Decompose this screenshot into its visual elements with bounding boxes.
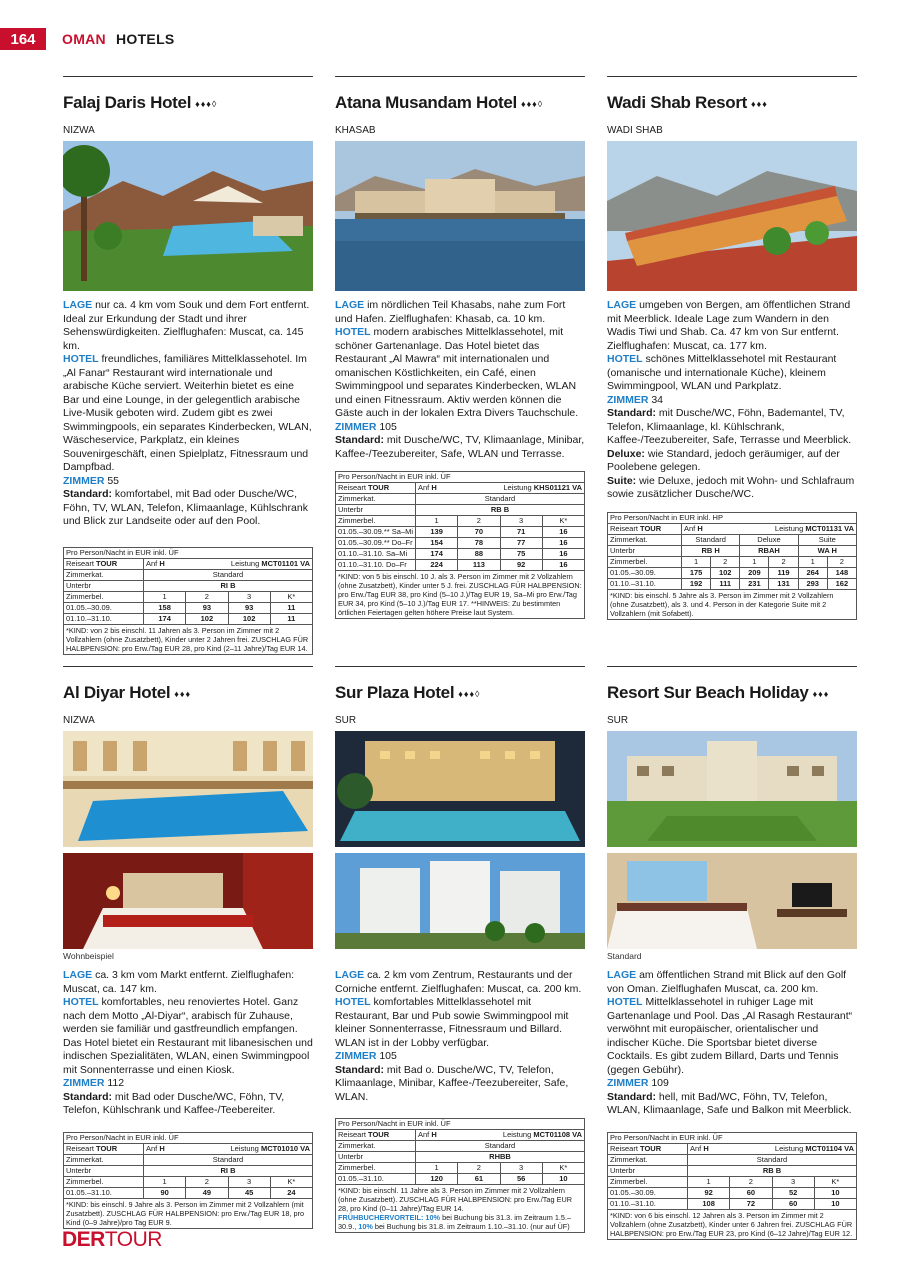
hotel-name: Falaj Daris Hotel ♦♦♦◊ [63,93,218,112]
hotel-location: WADI SHAB [607,125,663,136]
price-table: Pro Person/Nacht in EUR inkl. ÜF Reiseart TOUR Anf H Leistung KHS01121 VA Zimmerkat. Standard Unterbr RB B Zimmerbel. 1 2 3 K* 01.05.–30.09.** Sa–Mi 139 70 71 16 01.05.–30.09.** Do–Fr 154 78 77 16 01.10.–31.10. Sa–Mi 174 88 75 16 01.10.–31.10. Do–Fr 224 113 92 16 [335,471,585,571]
hotel-rating: ♦♦♦◊ [520,99,544,109]
price-table: Pro Person/Nacht in EUR inkl. ÜF Reiseart TOUR Anf H Leistung MCT01010 VA Zimmerkat. Standard Unterbr RI B Zimmerbel. 1 2 3 K* 01.05.–31.10. 90 49 45 24 [63,1132,313,1199]
hotel-photo-exterior [335,853,585,949]
photo-caption: Standard [607,951,642,961]
hotel-photo [335,141,585,291]
section-title: OMAN [62,31,106,47]
hotel-name: Resort Sur Beach Holiday ♦♦♦ [607,683,830,702]
hotel-description: LAGE im nördlichen Teil Khasabs, nahe zum Fort und Hafen. Zielflughafen: Khasab, ca. 10 km. HOTEL modern arabisches Mittelklassehotel, mit schöner Gartenanlage. Das Hotel bietet das Restaurant „Al Mawra“ mit internationalen und omanischen Köstlichkeiten, ein Café, einen Swimmingpool und separates Kinderbecken, WLAN und einen Fitnessraum. Aktiv werden können die Gäste auch in der lokalen Extra Divers Tauchschule. ZIMMER 105 Standard: mit Dusche/WC, TV, Klimaanlage, Minibar, Kaffee-/Teezubereiter, Safe, WLAN und Terrasse. [335,299,585,460]
brand-logo: DERTOUR [62,1228,162,1251]
hotel-photo-pool [335,731,585,847]
price-note: *KIND: bis einschl. 11 Jahre als 3. Person im Zimmer mit 2 Vollzahlern (ohne Zusatzbett). ZUSCHLAG FÜR HALBPENSION: pro Erw./Tag EUR 28, pro Kind (0–11 Jahre)/Tag EUR 14. FRÜHBUCHERVORTEIL: 10% bei Buchung bis 31.3. im Zeitraum 1.5.–30.9., 10% bei Buchung bis 31.8. im Zeitraum 1.10.–31.10. (nur auf ÜF) [335,1185,585,1233]
hotel-rating: ♦♦♦◊ [458,689,481,699]
hotel-rating: ♦♦♦◊ [195,99,218,109]
hotel-rating: ♦♦♦ [174,689,192,699]
hotel-photo-pool [63,731,313,847]
hotel-description: LAGE ca. 2 km vom Zentrum, Restaurants und der Corniche entfernt. Zielflughafen: Muscat, ca. 200 km. HOTEL komfortables Mittelklassehotel mit Restaurant, Bar und Pub sowie Swimmingpool mit kleiner Sonnenterrasse, Fitnessraum und Billard. WLAN ist in der Lobby verfügbar. ZIMMER 105 Standard: mit Bad o. Dusche/WC, TV, Telefon, Klimaanlage, Minibar, Kaffee-/Teezubereiter, Safe, WLAN. [335,969,582,1103]
hotel-card-wadi-shab [607,76,857,620]
price-note: *KIND: von 2 bis einschl. 11 Jahren als 3. Person im Zimmer mit 2 Vollzahlern (ohne Zusatzbett), Kinder unter 2 Jahren frei. ZUSCHLAG FÜR HALBPENSION: pro Erw./Tag EUR 28, pro Kind (2–11 Jahre)/Tag EUR 14. [63,625,313,655]
hotel-location: NIZWA [63,125,95,136]
hotel-card-al-diyar [63,666,313,1229]
hotel-location: SUR [335,715,357,726]
page-number: 164 [0,28,46,50]
price-note: *KIND: bis einschl. 5 Jahre als 3. Person im Zimmer mit 2 Vollzahlern (ohne Zusatzbett), als 3. und 4. Person in der Kategorie Suite mit 2 Vollzahlern (mit Sofabett). [607,590,857,620]
price-table: Pro Person/Nacht in EUR inkl. HP Reiseart TOUR Anf H Leistung MCT01131 VA Zimmerkat. Standard Deluxe Suite Unterbr RB H RBAH WA H Zimmerbel. 1 2 1 2 1 2 01.05.–30.09. 175 102 209 119 264 148 01.10.–31.10. 192 111 231 131 293 162 [607,512,857,590]
early-booking-label: FRÜHBUCHERVORTEIL: 10% [338,1213,441,1222]
divider [607,666,857,667]
hotel-photo-room [63,853,313,949]
hotel-photo-room [607,853,857,949]
hotel-rating: ♦♦♦ [812,689,830,699]
price-note: *KIND: von 5 bis einschl. 10 J. als 3. Person im Zimmer mit 2 Vollzahlern (ohne Zusatzbett), Kinder unter 5 J. frei. ZUSCHLAG FÜR HALBPENSION: pro Erw./Tag EUR 38, pro Kind (5–10 J.)/Tag EUR 19, Sa–Mi pro Erw./Tag EUR 34, pro Kind (5–10 J.)/Tag EUR 17. **HINWEIS: Zu bestimmten örtlichen Feiertagen gelten höhere Preise laut System. [335,571,585,619]
hotel-description: LAGE am öffentlichen Strand mit Blick auf den Golf von Oman. Zielflughafen Muscat, ca. 200 km. HOTEL Mittelklassehotel in ruhiger Lage mit Gartenanlage und Pool. Das „Al Rasagh Restaurant“ verwöhnt mit europäischer, orientalischer und indischer Küche. Die Sportsbar bietet diverse Cocktails. Es gibt zudem Billard, Darts und Tennis (gegen Gebühr). ZIMMER 109 Standard: hell, mit Bad/WC, Föhn, TV, Telefon, WLAN, Klimaanlage, Safe und Balkon mit Meerblick. [607,969,853,1116]
hotel-photo [63,141,313,291]
hotel-photo [607,141,857,291]
hotel-card-sur-plaza [335,666,585,1233]
hotel-name: Al Diyar Hotel ♦♦♦ [63,683,192,702]
price-note: *KIND: bis einschl. 9 Jahre als 3. Person im Zimmer mit 2 Vollzahlern (mit Zusatzbett). ZUSCHLAG FÜR HALBPENSION: pro Erw./Tag EUR 18, pro Kind (0–9 Jahre)/pro Tag EUR 9. [63,1199,313,1229]
hotel-card-resort-sur-beach [607,666,857,1240]
hotel-name: Wadi Shab Resort ♦♦♦ [607,93,768,112]
hotel-card-falaj-daris [63,76,313,655]
divider [335,666,585,667]
hotel-photo-exterior [607,731,857,847]
hotel-name: Atana Musandam Hotel ♦♦♦◊ [335,93,544,112]
hotel-description: LAGE nur ca. 4 km vom Souk und dem Fort entfernt. Ideal zur Erkundung der Stadt und ihrer Sehenswürdigkeiten. Zielflughafen: Muscat, ca. 145 km. HOTEL freundliches, familiäres Mittelklassehotel. Im „Al Fanar“ Restaurant wird internationale und arabische Küche serviert. Weiterhin bietet es eine Bar und eine Lounge, in der gelegentlich arabische Live-Musik geboten wird. Zudem gibt es zwei Swimmingpools, ein separates Kinderbecken, WLAN, Wäscheservice, Parkplatz, ein kleines Souvenirgeschäft, einen Spielplatz, Fitnessraum und Dampfbad. ZIMMER 55 Standard: komfortabel, mit Bad oder Dusche/WC, Föhn, TV, WLAN, Telefon, Klimaanlage, Kühlschrank und Blick zur Landseite oder auf den Pool. [63,299,312,527]
price-table: Pro Person/Nacht in EUR inkl. ÜF Reiseart TOUR Anf H Leistung MCT01101 VA Zimmerkat. Standard Unterbr RI B Zimmerbel. 1 2 3 K* 01.05.–30.09. 158 93 93 11 01.10.–31.10. 174 102 102 11 [63,547,313,625]
hotel-description: LAGE umgeben von Bergen, am öffentlichen Strand mit Meerblick. Ideale Lage zum Wandern in den Wadis Tiwi und Shab. Ca. 47 km von Sur entfernt. Zielflughafen: Muscat, ca. 177 km. HOTEL schönes Mittelklassehotel mit Restaurant (omanische und internationale Küche), kleinem Swimmingpool, WLAN und Parkplatz. ZIMMER 34 Standard: mit Dusche/WC, Föhn, Bademantel, TV, Telefon, Klimaanlage, kl. Kühlschrank, Kaffee-/Teezubereiter, Safe, Terrasse und Meerblick. Deluxe: wie Standard, jedoch geräumiger, auf der Poolebene gelegen. Suite: wie Deluxe, jedoch mit Wohn- und Schlafraum sowie zusätzlicher Dusche/WC. [607,299,855,500]
hotel-rating: ♦♦♦ [751,99,768,109]
hotel-description: LAGE ca. 3 km vom Markt entfernt. Zielflughafen: Muscat, ca. 147 km. HOTEL komfortables, neu renoviertes Hotel. Ganz nach dem Motto „Al-Diyar“, arabisch für Zuhause, werden sie familiär und gastfreundlich empfangen. Das Hotel bietet ein Restaurant mit libanesischen und indischen Spezialitäten, WLAN, einen Swimmingpool mit Sonnenterrasse und einen Kiosk. ZIMMER 112 Standard: mit Bad oder Dusche/WC, Föhn, TV, Telefon, Kühlschrank und Kaffee-/Teebereiter. [63,969,313,1116]
hotel-location: NIZWA [63,715,95,726]
divider [607,76,857,77]
hotel-location: KHASAB [335,125,376,136]
hotel-location: SUR [607,715,629,726]
divider [63,76,313,77]
price-table: Pro Person/Nacht in EUR inkl. ÜF Reiseart TOUR Anf H Leistung MCT01104 VA Zimmerkat. Standard Unterbr RB B Zimmerbel. 1 2 3 K* 01.05.–30.09. 92 60 52 10 01.10.–31.10. 108 72 60 10 [607,1132,857,1210]
hotel-card-atana-musandam [335,76,585,619]
price-note: *KIND: von 6 bis einschl. 12 Jahren als 3. Person im Zimmer mit 2 Vollzahlern (ohne Zusatzbett), Kinder unter 6 Jahren frei. ZUSCHLAG FÜR HALBPENSION: pro Erw./Tag EUR 23, pro Kind (6–12 Jahre)/Tag EUR 12. [607,1210,857,1240]
divider [63,666,313,667]
category-title: HOTELS [115,31,175,47]
photo-caption: Wohnbeispiel [63,951,114,961]
page-header [0,28,175,50]
price-table: Pro Person/Nacht in EUR inkl. ÜF Reiseart TOUR Anf H Leistung MCT01108 VA Zimmerkat. Standard Unterbr RHBB Zimmerbel. 1 2 3 K* 01.05.–31.10. 120 61 56 10 [335,1118,585,1185]
divider [335,76,585,77]
hotel-name: Sur Plaza Hotel ♦♦♦◊ [335,683,481,702]
